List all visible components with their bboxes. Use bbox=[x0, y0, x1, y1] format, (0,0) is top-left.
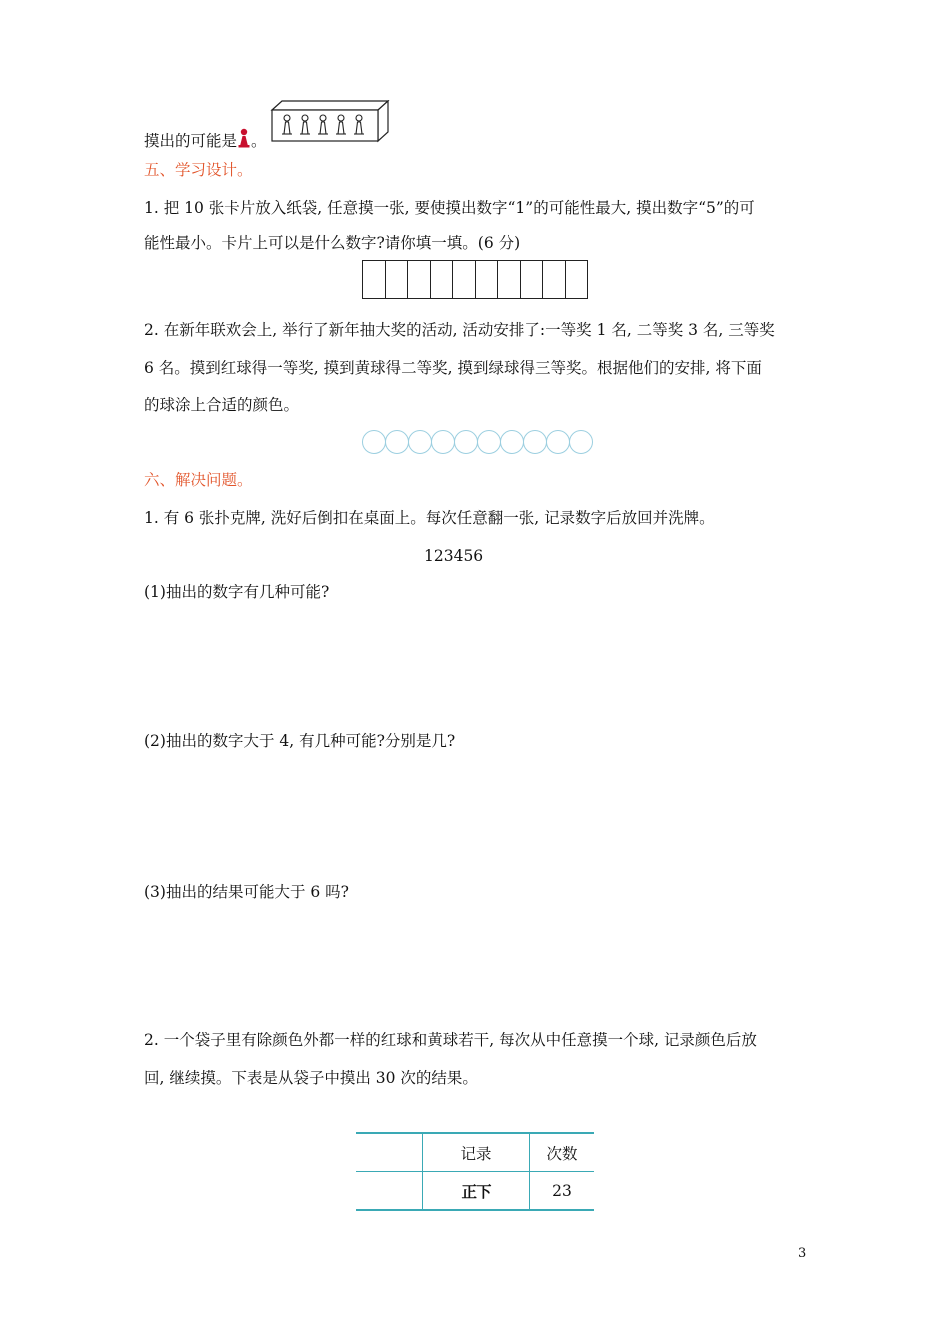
s6-q1-sub2: (2)抽出的数字大于 4, 有几种可能?分别是几? bbox=[144, 732, 456, 750]
top-line-period: 。 bbox=[251, 132, 267, 150]
table-cell[interactable] bbox=[356, 1172, 423, 1211]
table-header-row bbox=[356, 1133, 594, 1172]
ball-circle[interactable] bbox=[523, 430, 547, 454]
ball-circle[interactable] bbox=[362, 430, 386, 454]
ball-row bbox=[362, 430, 592, 454]
answer-box[interactable] bbox=[453, 261, 476, 298]
count-cell: 23 bbox=[530, 1172, 595, 1211]
answer-box[interactable] bbox=[476, 261, 499, 298]
s6-q2-line2: 回, 继续摸。下表是从袋子中摸出 30 次的结果。 bbox=[144, 1069, 478, 1087]
table-header-cell: 次数 bbox=[530, 1133, 595, 1172]
ball-circle[interactable] bbox=[569, 430, 593, 454]
s6-q1-cards: 123456 bbox=[424, 547, 484, 565]
answer-box[interactable] bbox=[521, 261, 544, 298]
answer-box[interactable] bbox=[408, 261, 431, 298]
s5-q2-line3: 的球涂上合适的颜色。 bbox=[144, 396, 300, 414]
table-header-cell: 记录 bbox=[423, 1133, 530, 1172]
table-row bbox=[356, 1172, 594, 1211]
box-with-pieces-icon bbox=[268, 100, 390, 144]
ball-circle[interactable] bbox=[546, 430, 570, 454]
ball-circle[interactable] bbox=[477, 430, 501, 454]
s6-q1-sub1: (1)抽出的数字有几种可能? bbox=[144, 583, 330, 601]
answer-box[interactable] bbox=[431, 261, 454, 298]
section6-title: 六、解决问题。 bbox=[144, 471, 253, 489]
answer-box[interactable] bbox=[386, 261, 409, 298]
section5-title: 五、学习设计。 bbox=[144, 161, 253, 179]
s5-q1-line1: 1. 把 10 张卡片放入纸袋, 任意摸一张, 要使摸出数字“1”的可能性最大, 摸出数字“5”的可 bbox=[144, 199, 755, 217]
top-line bbox=[144, 128, 267, 151]
s5-q2-line2: 6 名。摸到红球得一等奖, 摸到黄球得二等奖, 摸到绿球得三等奖。根据他们的安排, 将下面 bbox=[144, 359, 762, 377]
ball-circle[interactable] bbox=[454, 430, 478, 454]
table-header-cell bbox=[356, 1133, 423, 1172]
top-line-text: 摸出的可能是 bbox=[144, 132, 238, 150]
tally-cell: 正下 bbox=[423, 1172, 530, 1211]
answer-boxes bbox=[362, 260, 588, 299]
ball-circle[interactable] bbox=[500, 430, 524, 454]
ball-circle[interactable] bbox=[408, 430, 432, 454]
ball-circle[interactable] bbox=[385, 430, 409, 454]
answer-box[interactable] bbox=[363, 261, 386, 298]
s6-q1-intro: 1. 有 6 张扑克牌, 洗好后倒扣在桌面上。每次任意翻一张, 记录数字后放回并洗牌。 bbox=[144, 509, 715, 527]
result-table bbox=[356, 1132, 594, 1211]
s6-q1-sub3: (3)抽出的结果可能大于 6 吗? bbox=[144, 883, 349, 901]
ball-circle[interactable] bbox=[431, 430, 455, 454]
s5-q2-line1: 2. 在新年联欢会上, 举行了新年抽大奖的活动, 活动安排了:一等奖 1 名, 二等奖 3 名, 三等奖 bbox=[144, 321, 775, 339]
s5-q1-line2: 能性最小。卡片上可以是什么数字?请你填一填。(6 分) bbox=[144, 234, 521, 252]
answer-box[interactable] bbox=[543, 261, 566, 298]
red-piece-icon bbox=[237, 128, 251, 148]
s6-q2-line1: 2. 一个袋子里有除颜色外都一样的红球和黄球若干, 每次从中任意摸一个球, 记录颜色后放 bbox=[144, 1031, 757, 1049]
answer-box[interactable] bbox=[498, 261, 521, 298]
page-number: 3 bbox=[798, 1246, 807, 1261]
answer-box[interactable] bbox=[566, 261, 588, 298]
